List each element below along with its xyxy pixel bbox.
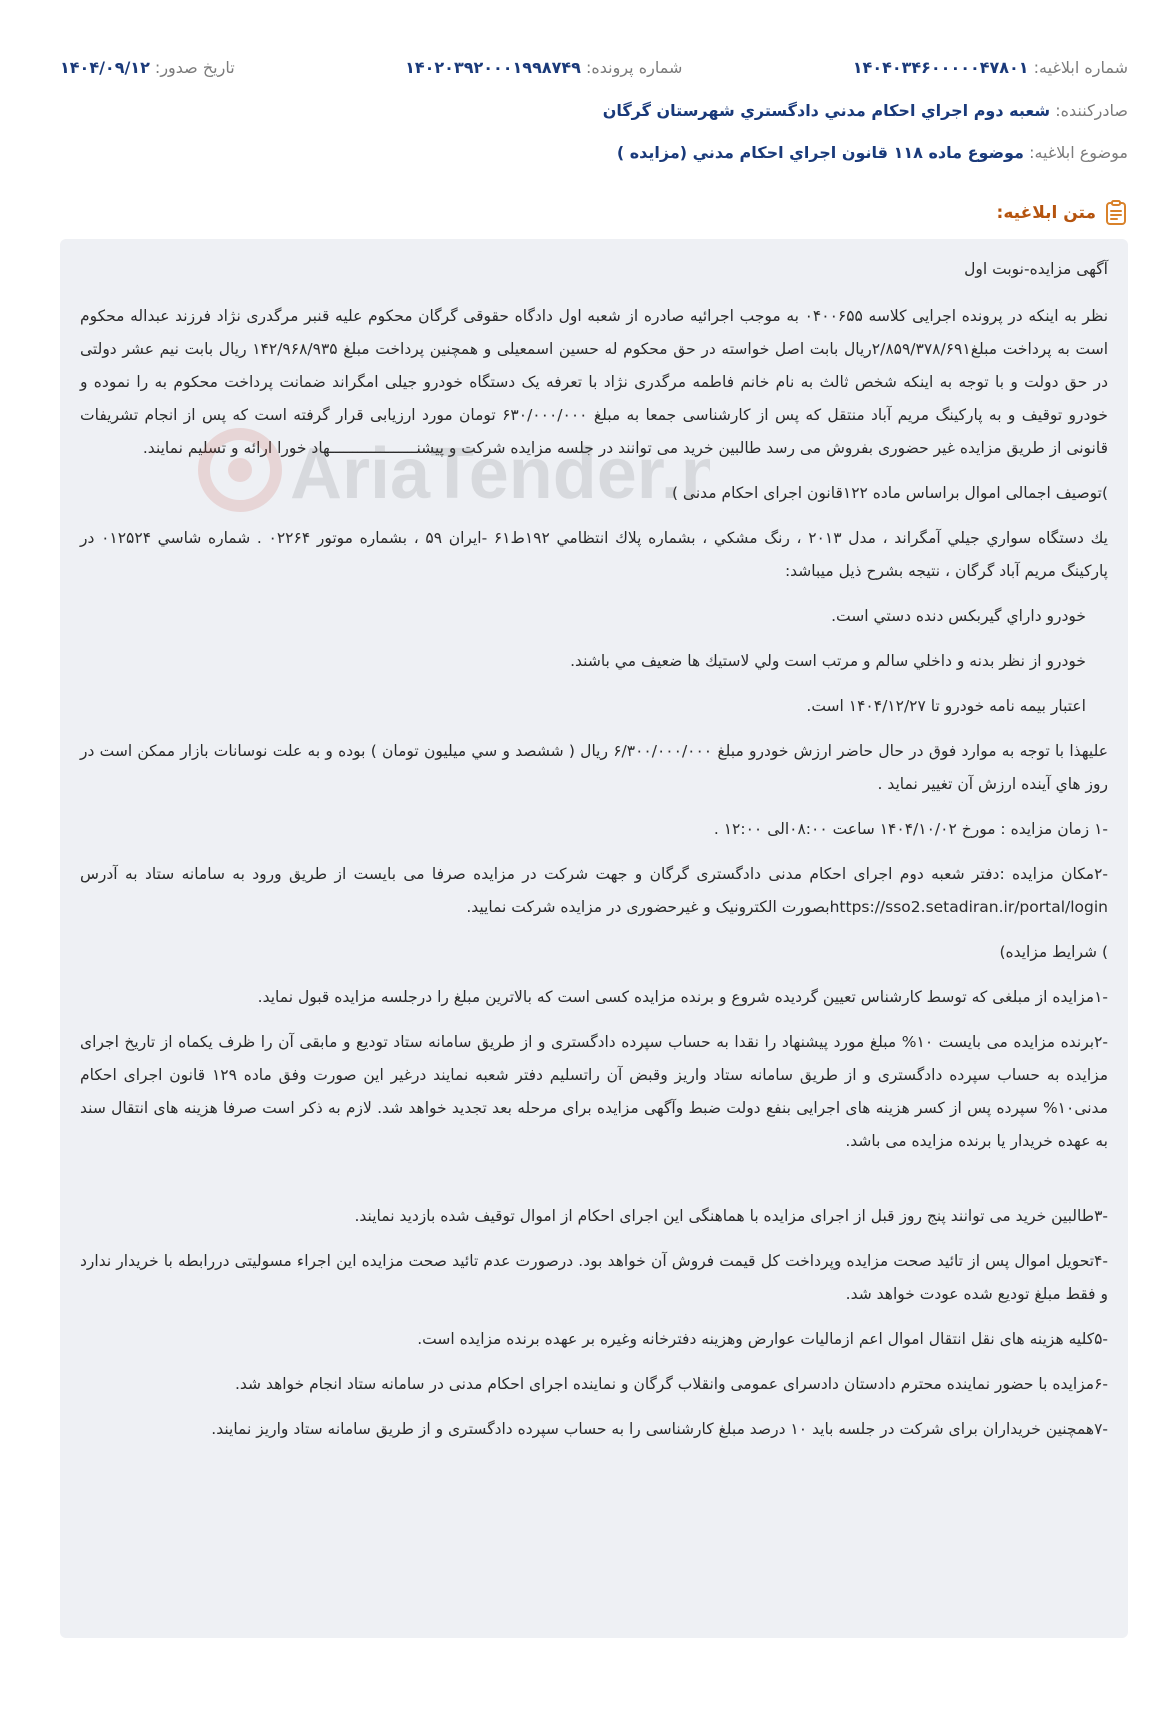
conditions-heading: ) شرایط مزایده): [999, 943, 1108, 961]
condition-4: -۴تحویل اموال پس از تائید صحت مزایده وپرداخت کل قیمت فروش آن خواهد بود. درصورت عدم تائید صحت مزایده این اجراء مسولیتی دررابطه با خریدار ندارد و فقط مبلغ تودیع شده عودت خواهد شد.: [80, 1252, 1108, 1303]
auction-time: -۱ زمان مزایده : مورخ ۱۴۰۴/۱۰/۰۲ ساعت ۰۸:۰۰الی ۱۲:۰۰ .: [713, 820, 1108, 838]
notice-body: [60, 239, 1128, 1638]
issuer-label: صادرکننده:: [1055, 101, 1128, 120]
header-row-issuer: [60, 99, 1128, 123]
property-description-heading: )توصیف اجمالی اموال براساس ماده ۱۲۲قانون اجرای احکام مدنی ): [671, 484, 1108, 502]
vehicle-description: يك دستگاه سواري جيلي آمگراند ، مدل ۲۰۱۳ ، رنگ مشكي ، بشماره پلاك انتظامي ۱۹۲ط۶۱ -ايران ۵۹ ، بشماره موتور ۰۲۲۶۴ . شماره شاسي ۰۱۲۵۲۴ در پاركينگ مريم آباد گرگان ، نتيجه بشرح ذيل ميباشد:: [80, 529, 1108, 580]
section-title: متن ابلاغیه:: [996, 203, 1096, 223]
condition-3: -۳طالبین خرید می توانند پنج روز قبل از اجرای مزایده با هماهنگی این اجرای احکام از اموال توقیف شده بازدید نمایند.: [354, 1207, 1108, 1225]
auction-title: آگهی مزایده-نوبت اول: [964, 260, 1108, 278]
notice-text-heading: [997, 200, 1128, 226]
document-icon: [1104, 200, 1128, 226]
condition-5: -۵کلیه هزینه های نقل انتقال اموال اعم ازمالیات عوارض وهزینه دفترخانه وغیره بر عهده برنده مزایده است.: [417, 1330, 1108, 1348]
vehicle-valuation: عليهذا با توجه به موارد فوق در حال حاضر ارزش خودرو مبلغ ۶/۳۰۰/۰۰۰/۰۰۰ ريال ( ششصد و سي ميليون تومان ) بوده و به علت نوسانات بازار ممكن است در روز هاي آينده ارزش آن تغيير نمايد .: [80, 742, 1108, 793]
case-number-label: شماره پرونده:: [585, 58, 683, 77]
issue-date-label: تاریخ صدور:: [154, 58, 235, 77]
case-number-group: [405, 56, 682, 80]
subject: موضوع ماده ۱۱۸ قانون اجراي احكام مدني (مزايده ): [616, 143, 1024, 162]
subject-label: موضوع ابلاغیه:: [1029, 143, 1128, 162]
case-number: ۱۴۰۲۰۳۹۲۰۰۰۱۹۹۸۷۴۹: [405, 58, 581, 77]
notice-number: ۱۴۰۴۰۳۴۶۰۰۰۰۰۴۷۸۰۱: [852, 58, 1029, 77]
header-row-numbers: [60, 56, 1128, 80]
notice-number-group: [853, 56, 1128, 80]
vehicle-note-gearbox: خودرو داراي گيربكس دنده دستي است.: [831, 607, 1086, 625]
issue-date-group: [60, 56, 235, 80]
condition-6: -۶مزایده با حضور نماینده محترم دادستان دادسرای عمومی وانقلاب گرگان و نماینده اجرای احکام مدنی در سامانه ستاد انجام خواهد شد.: [234, 1375, 1108, 1393]
condition-7: -۷همچنین خریداران برای شرکت در جلسه باید ۱۰ درصد مبلغ کارشناسی را به حساب سپرده دادگستری و از طریق سامانه ستاد واریز نمایند.: [211, 1420, 1108, 1438]
vehicle-note-body: خودرو از نظر بدنه و داخلي سالم و مرتب است ولي لاستيك ها ضعيف مي باشند.: [570, 652, 1086, 670]
condition-2: -۲برنده مزایده می بایست ۱۰% مبلغ مورد پیشنهاد را نقدا به حساب سپرده دادگستری و از طریق سامانه ستاد تودیع و مابقی آن را ظرف یکماه از تاریخ اجرای مزایده به حساب سپرده دادگستری و از طریق سامانه ستاد واریز وقبض آن راتسلیم دفتر شعبه نمایند درغیر این صورت وفق ماده ۱۲۹ قانون اجرای احکام مدنی۱۰% سپرده پس از کسر هزینه های اجرایی بنفع دولت ضبط وآگهی مزایده برای مرحله بعد تجدید خواهد شد. لازم به ذکر است صرفا هزینه های انتقال سند به عهده خریدار یا برنده مزایده می باشد.: [80, 1033, 1108, 1150]
intro-paragraph: نظر به اینکه در پرونده اجرایی کلاسه ۰۴۰۰۶۵۵ به موجب اجرائیه صادره از شعبه اول دادگاه حقوقی گرگان محکوم علیه قنبر مرگدری نژاد فرزند عبداله محکوم است به پرداخت مبلغ۲/۸۵۹/۳۷۸/۶۹۱ریال بابت اصل خواسته در حق محکوم له حسین اسمعیلی و همچنین پرداخت مبلغ ۱۴۲/۹۶۸/۹۳۵ ریال بابت نیم عشر دولتی در حق دولت و با توجه به اینکه شخص ثالث به نام خانم فاطمه مرگدری نژاد با تعرفه یک دستگاه خودرو جیلی امگراند ضمانت پرداخت محکوم به را نموده و خودرو توقیف و به پارکینگ مریم آباد منتقل که پس از کارشناسی جمعا به مبلغ ۶۳۰/۰۰۰/۰۰۰ تومان مورد ارزیابی قرار گرفته است که پس از انجام تشریفات قانونی از طریق مزایده غیر حضوری بفروش می رسد طالبین خرید می توانند در جلسه مزایده شرکت و پیشنـــــــــــــــــــهاد خورا ارائه و تسلیم نمایند.: [80, 307, 1109, 457]
vehicle-note-insurance: اعتبار بيمه نامه خودرو تا ۱۴۰۴/۱۲/۲۷ است.: [806, 697, 1086, 715]
header-row-subject: [60, 141, 1128, 165]
condition-1: -۱مزایده از مبلغی که توسط کارشناس تعیین گردیده شروع و برنده مزایده کسی است که بالاترین مبلغ را درجلسه مزایده قبول نماید.: [257, 988, 1108, 1006]
issuer: شعبه دوم اجراي احكام مدني دادگستري شهرستان گرگان: [602, 101, 1051, 120]
auction-place: -۲مکان مزایده :دفتر شعبه دوم اجرای احکام مدنی دادگستری گرگان و جهت شرکت در مزایده صرفا می بایست از طریق ورود به سامانه ستاد به آدرس https://sso2.setadiran.ir/portal/loginبصورت الکترونیک و غیرحضوری در مزایده شرکت نمایید.: [80, 865, 1108, 916]
issue-date: ۱۴۰۴/۰۹/۱۲: [60, 58, 150, 77]
notice-number-label: شماره ابلاغیه:: [1033, 58, 1128, 77]
